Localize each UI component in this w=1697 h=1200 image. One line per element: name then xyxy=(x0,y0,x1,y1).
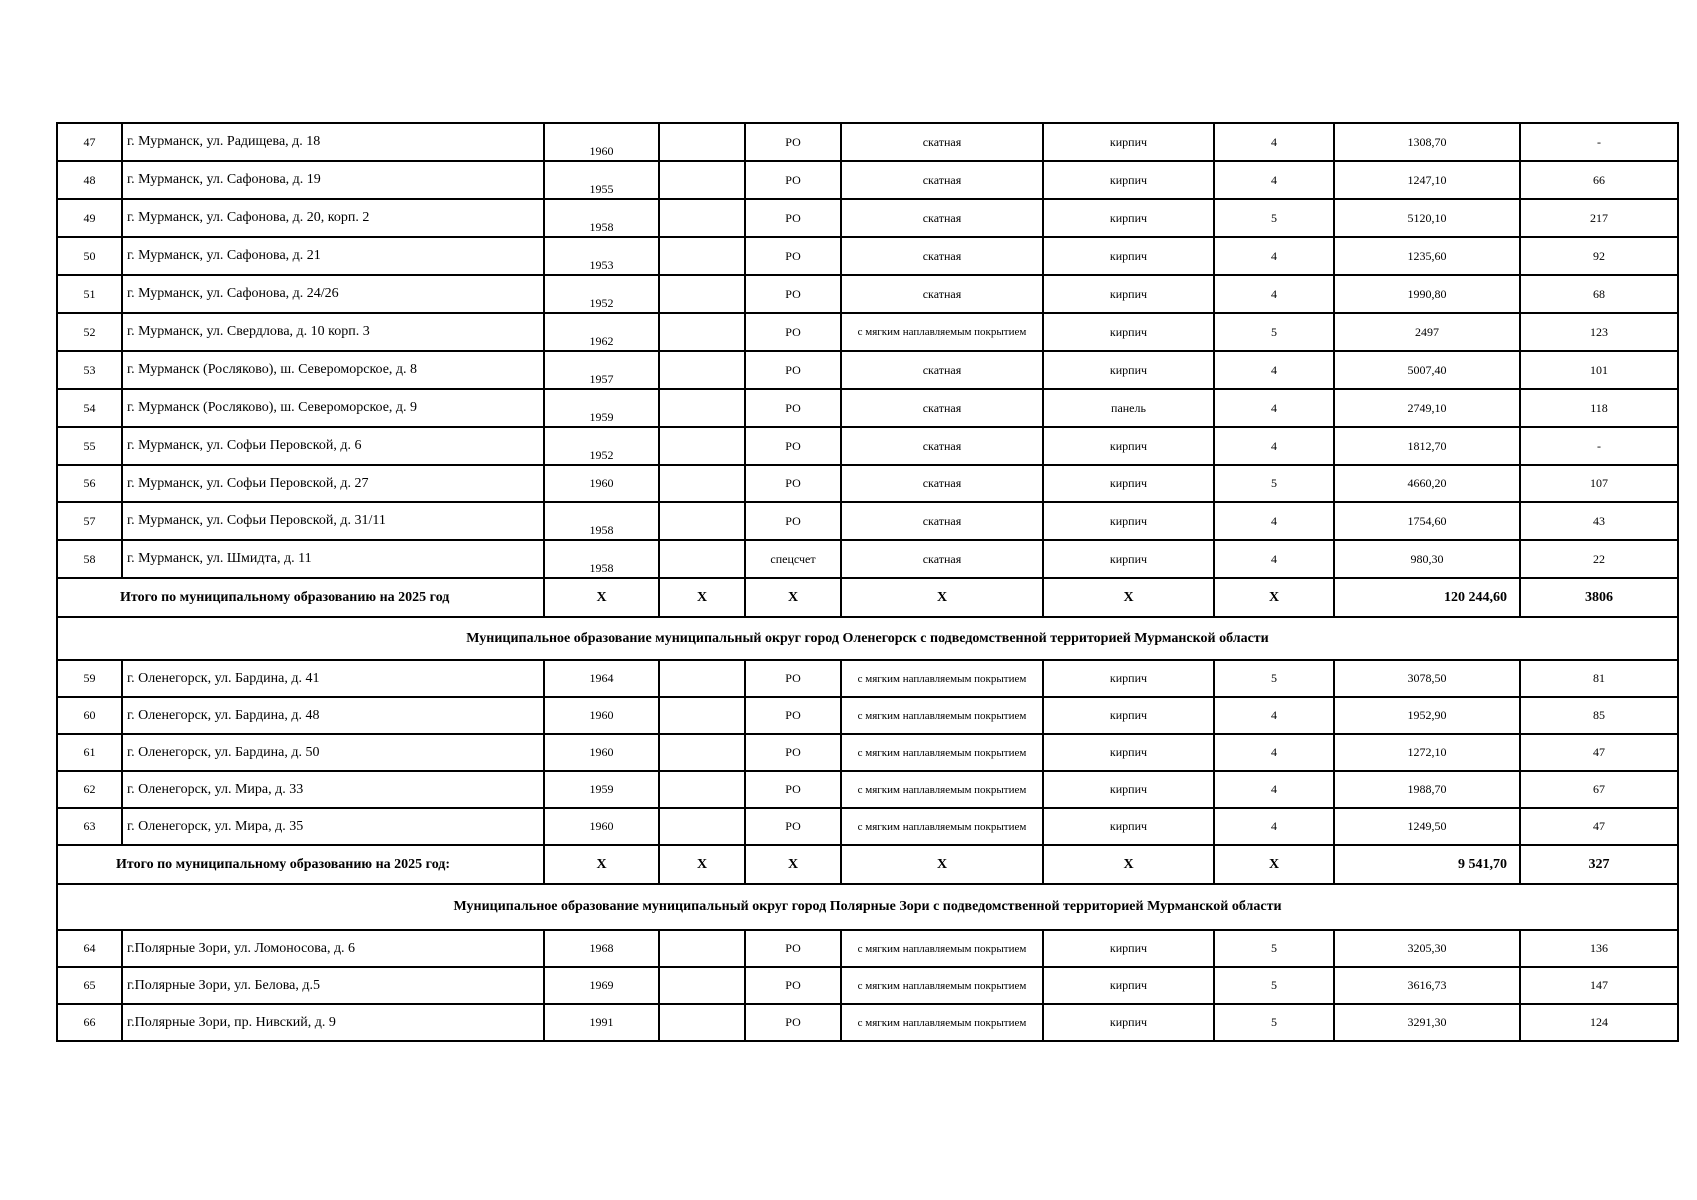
year-cell: 1958 xyxy=(544,199,659,237)
total-area: 9 541,70 xyxy=(1334,845,1520,884)
floors-cell: 4 xyxy=(1214,161,1334,199)
total-residents: 3806 xyxy=(1520,578,1678,617)
area-cell: 1308,70 xyxy=(1334,123,1520,161)
table-row xyxy=(57,465,1678,502)
wall-material-cell: кирпич xyxy=(1043,275,1214,313)
floors-cell: 5 xyxy=(1214,465,1334,502)
year-cell: 1959 xyxy=(544,771,659,808)
area-cell: 5120,10 xyxy=(1334,199,1520,237)
residents-cell: 85 xyxy=(1520,697,1678,734)
table-row xyxy=(57,351,1678,389)
table-row xyxy=(57,697,1678,734)
year-cell: 1960 xyxy=(544,123,659,161)
area-cell: 3291,30 xyxy=(1334,1004,1520,1041)
account-cell: спецсчет xyxy=(745,540,841,578)
year-cell: 1960 xyxy=(544,734,659,771)
row-number: 53 xyxy=(57,351,122,389)
address-cell: г. Оленегорск, ул. Бардина, д. 41 xyxy=(122,660,544,697)
wall-material-cell: кирпич xyxy=(1043,930,1214,967)
roof-type-cell: скатная xyxy=(841,465,1043,502)
roof-type-cell: скатная xyxy=(841,502,1043,540)
address-cell: г. Мурманск, ул. Свердлова, д. 10 корп. 3 xyxy=(122,313,544,351)
row-number: 63 xyxy=(57,808,122,845)
floors-cell: 4 xyxy=(1214,808,1334,845)
empty-cell xyxy=(659,771,745,808)
floors-cell: 5 xyxy=(1214,199,1334,237)
empty-cell xyxy=(659,660,745,697)
floors-cell: 4 xyxy=(1214,123,1334,161)
wall-material-cell: панель xyxy=(1043,389,1214,427)
table-row xyxy=(57,930,1678,967)
account-cell: РО xyxy=(745,930,841,967)
empty-cell xyxy=(659,967,745,1004)
residents-cell: 81 xyxy=(1520,660,1678,697)
empty-cell xyxy=(659,351,745,389)
total-label: Итого по муниципальному образованию на 2025 год: xyxy=(57,845,544,884)
roof-type-cell: с мягким наплавляемым покрытием xyxy=(841,930,1043,967)
year-cell: 1957 xyxy=(544,351,659,389)
address-cell: г. Оленегорск, ул. Бардина, д. 48 xyxy=(122,697,544,734)
empty-cell xyxy=(659,1004,745,1041)
account-cell: РО xyxy=(745,660,841,697)
floors-cell: 4 xyxy=(1214,237,1334,275)
area-cell: 1247,10 xyxy=(1334,161,1520,199)
year-cell: 1952 xyxy=(544,427,659,465)
table-row xyxy=(57,540,1678,578)
account-cell: РО xyxy=(745,771,841,808)
empty-cell xyxy=(659,389,745,427)
residents-cell: 68 xyxy=(1520,275,1678,313)
address-cell: г.Полярные Зори, ул. Белова, д.5 xyxy=(122,967,544,1004)
municipality-heading: Муниципальное образование муниципальный округ город Полярные Зори с подведомственной территорией Мурманской области xyxy=(57,884,1678,930)
address-cell: г. Мурманск, ул. Сафонова, д. 20, корп. 2 xyxy=(122,199,544,237)
residents-cell: - xyxy=(1520,123,1678,161)
floors-cell: 4 xyxy=(1214,540,1334,578)
row-number: 52 xyxy=(57,313,122,351)
floors-cell: 5 xyxy=(1214,930,1334,967)
area-cell: 1272,10 xyxy=(1334,734,1520,771)
roof-type-cell: скатная xyxy=(841,427,1043,465)
account-cell: РО xyxy=(745,351,841,389)
address-cell: г. Оленегорск, ул. Мира, д. 33 xyxy=(122,771,544,808)
floors-cell: 4 xyxy=(1214,275,1334,313)
empty-cell xyxy=(659,465,745,502)
municipality-heading-row xyxy=(57,617,1678,660)
total-x-mark: X xyxy=(1043,845,1214,884)
roof-type-cell: с мягким наплавляемым покрытием xyxy=(841,808,1043,845)
floors-cell: 5 xyxy=(1214,660,1334,697)
row-number: 61 xyxy=(57,734,122,771)
year-cell: 1960 xyxy=(544,697,659,734)
empty-cell xyxy=(659,808,745,845)
wall-material-cell: кирпич xyxy=(1043,123,1214,161)
floors-cell: 4 xyxy=(1214,771,1334,808)
row-number: 62 xyxy=(57,771,122,808)
area-cell: 1990,80 xyxy=(1334,275,1520,313)
floors-cell: 4 xyxy=(1214,697,1334,734)
total-x-mark: X xyxy=(745,845,841,884)
total-x-mark: X xyxy=(1043,578,1214,617)
wall-material-cell: кирпич xyxy=(1043,313,1214,351)
empty-cell xyxy=(659,275,745,313)
table-row xyxy=(57,967,1678,1004)
table-row xyxy=(57,237,1678,275)
wall-material-cell: кирпич xyxy=(1043,967,1214,1004)
row-number: 59 xyxy=(57,660,122,697)
address-cell: г. Мурманск, ул. Радищева, д. 18 xyxy=(122,123,544,161)
wall-material-cell: кирпич xyxy=(1043,808,1214,845)
account-cell: РО xyxy=(745,389,841,427)
table-row xyxy=(57,660,1678,697)
roof-type-cell: с мягким наплавляемым покрытием xyxy=(841,734,1043,771)
residents-cell: 47 xyxy=(1520,808,1678,845)
wall-material-cell: кирпич xyxy=(1043,1004,1214,1041)
wall-material-cell: кирпич xyxy=(1043,237,1214,275)
wall-material-cell: кирпич xyxy=(1043,660,1214,697)
account-cell: РО xyxy=(745,1004,841,1041)
total-x-mark: X xyxy=(745,578,841,617)
floors-cell: 5 xyxy=(1214,967,1334,1004)
total-x-mark: X xyxy=(1214,578,1334,617)
area-cell: 1952,90 xyxy=(1334,697,1520,734)
residents-cell: 147 xyxy=(1520,967,1678,1004)
row-number: 55 xyxy=(57,427,122,465)
floors-cell: 4 xyxy=(1214,502,1334,540)
row-number: 47 xyxy=(57,123,122,161)
account-cell: РО xyxy=(745,808,841,845)
floors-cell: 5 xyxy=(1214,1004,1334,1041)
year-cell: 1958 xyxy=(544,540,659,578)
residents-cell: 217 xyxy=(1520,199,1678,237)
total-x-mark: X xyxy=(841,578,1043,617)
year-cell: 1959 xyxy=(544,389,659,427)
table-body xyxy=(57,123,1678,1041)
residents-cell: 107 xyxy=(1520,465,1678,502)
empty-cell xyxy=(659,930,745,967)
row-number: 48 xyxy=(57,161,122,199)
residents-cell: 43 xyxy=(1520,502,1678,540)
wall-material-cell: кирпич xyxy=(1043,502,1214,540)
address-cell: г. Оленегорск, ул. Бардина, д. 50 xyxy=(122,734,544,771)
wall-material-cell: кирпич xyxy=(1043,351,1214,389)
table-row xyxy=(57,502,1678,540)
address-cell: г. Мурманск, ул. Софьи Перовской, д. 31/11 xyxy=(122,502,544,540)
wall-material-cell: кирпич xyxy=(1043,465,1214,502)
wall-material-cell: кирпич xyxy=(1043,161,1214,199)
empty-cell xyxy=(659,199,745,237)
floors-cell: 4 xyxy=(1214,351,1334,389)
empty-cell xyxy=(659,123,745,161)
roof-type-cell: с мягким наплавляемым покрытием xyxy=(841,967,1043,1004)
floors-cell: 4 xyxy=(1214,734,1334,771)
empty-cell xyxy=(659,313,745,351)
roof-type-cell: скатная xyxy=(841,540,1043,578)
total-x-mark: X xyxy=(659,578,745,617)
table-row xyxy=(57,1004,1678,1041)
residents-cell: - xyxy=(1520,427,1678,465)
row-number: 65 xyxy=(57,967,122,1004)
row-number: 56 xyxy=(57,465,122,502)
housing-register-table xyxy=(56,122,1679,1042)
area-cell: 4660,20 xyxy=(1334,465,1520,502)
municipality-heading-row xyxy=(57,884,1678,930)
year-cell: 1991 xyxy=(544,1004,659,1041)
floors-cell: 4 xyxy=(1214,427,1334,465)
municipality-heading: Муниципальное образование муниципальный округ город Оленегорск с подведомственной территорией Мурманской области xyxy=(57,617,1678,660)
roof-type-cell: скатная xyxy=(841,275,1043,313)
row-number: 57 xyxy=(57,502,122,540)
empty-cell xyxy=(659,734,745,771)
total-x-mark: X xyxy=(1214,845,1334,884)
empty-cell xyxy=(659,161,745,199)
roof-type-cell: с мягким наплавляемым покрытием xyxy=(841,771,1043,808)
roof-type-cell: скатная xyxy=(841,161,1043,199)
floors-cell: 4 xyxy=(1214,389,1334,427)
total-residents: 327 xyxy=(1520,845,1678,884)
table-row xyxy=(57,123,1678,161)
roof-type-cell: с мягким наплавляемым покрытием xyxy=(841,660,1043,697)
roof-type-cell: с мягким наплавляемым покрытием xyxy=(841,1004,1043,1041)
empty-cell xyxy=(659,237,745,275)
row-number: 51 xyxy=(57,275,122,313)
area-cell: 5007,40 xyxy=(1334,351,1520,389)
total-x-mark: X xyxy=(659,845,745,884)
account-cell: РО xyxy=(745,275,841,313)
year-cell: 1969 xyxy=(544,967,659,1004)
area-cell: 1754,60 xyxy=(1334,502,1520,540)
address-cell: г. Мурманск (Росляково), ш. Североморское, д. 9 xyxy=(122,389,544,427)
roof-type-cell: с мягким наплавляемым покрытием xyxy=(841,313,1043,351)
area-cell: 1235,60 xyxy=(1334,237,1520,275)
roof-type-cell: скатная xyxy=(841,199,1043,237)
roof-type-cell: с мягким наплавляемым покрытием xyxy=(841,697,1043,734)
year-cell: 1968 xyxy=(544,930,659,967)
area-cell: 3205,30 xyxy=(1334,930,1520,967)
empty-cell xyxy=(659,502,745,540)
floors-cell: 5 xyxy=(1214,313,1334,351)
year-cell: 1955 xyxy=(544,161,659,199)
roof-type-cell: скатная xyxy=(841,123,1043,161)
area-cell: 980,30 xyxy=(1334,540,1520,578)
address-cell: г. Мурманск, ул. Шмидта, д. 11 xyxy=(122,540,544,578)
table-row xyxy=(57,427,1678,465)
table-row xyxy=(57,199,1678,237)
account-cell: РО xyxy=(745,237,841,275)
roof-type-cell: скатная xyxy=(841,237,1043,275)
account-cell: РО xyxy=(745,313,841,351)
wall-material-cell: кирпич xyxy=(1043,199,1214,237)
wall-material-cell: кирпич xyxy=(1043,427,1214,465)
table-row xyxy=(57,808,1678,845)
empty-cell xyxy=(659,540,745,578)
row-number: 58 xyxy=(57,540,122,578)
year-cell: 1953 xyxy=(544,237,659,275)
total-row xyxy=(57,578,1678,617)
table-row xyxy=(57,275,1678,313)
wall-material-cell: кирпич xyxy=(1043,540,1214,578)
address-cell: г. Мурманск, ул. Софьи Перовской, д. 6 xyxy=(122,427,544,465)
residents-cell: 47 xyxy=(1520,734,1678,771)
year-cell: 1952 xyxy=(544,275,659,313)
residents-cell: 67 xyxy=(1520,771,1678,808)
year-cell: 1958 xyxy=(544,502,659,540)
residents-cell: 118 xyxy=(1520,389,1678,427)
row-number: 64 xyxy=(57,930,122,967)
address-cell: г. Мурманск, ул. Сафонова, д. 21 xyxy=(122,237,544,275)
total-x-mark: X xyxy=(544,578,659,617)
area-cell: 1988,70 xyxy=(1334,771,1520,808)
address-cell: г. Мурманск, ул. Сафонова, д. 24/26 xyxy=(122,275,544,313)
area-cell: 3616,73 xyxy=(1334,967,1520,1004)
address-cell: г. Мурманск, ул. Сафонова, д. 19 xyxy=(122,161,544,199)
residents-cell: 136 xyxy=(1520,930,1678,967)
residents-cell: 92 xyxy=(1520,237,1678,275)
row-number: 49 xyxy=(57,199,122,237)
account-cell: РО xyxy=(745,161,841,199)
table-row xyxy=(57,734,1678,771)
year-cell: 1960 xyxy=(544,808,659,845)
row-number: 54 xyxy=(57,389,122,427)
area-cell: 2497 xyxy=(1334,313,1520,351)
roof-type-cell: скатная xyxy=(841,351,1043,389)
total-area: 120 244,60 xyxy=(1334,578,1520,617)
account-cell: РО xyxy=(745,123,841,161)
address-cell: г. Оленегорск, ул. Мира, д. 35 xyxy=(122,808,544,845)
account-cell: РО xyxy=(745,734,841,771)
wall-material-cell: кирпич xyxy=(1043,697,1214,734)
empty-cell xyxy=(659,427,745,465)
table-row xyxy=(57,389,1678,427)
residents-cell: 123 xyxy=(1520,313,1678,351)
roof-type-cell: скатная xyxy=(841,389,1043,427)
table-row xyxy=(57,313,1678,351)
residents-cell: 22 xyxy=(1520,540,1678,578)
area-cell: 1812,70 xyxy=(1334,427,1520,465)
year-cell: 1962 xyxy=(544,313,659,351)
area-cell: 3078,50 xyxy=(1334,660,1520,697)
account-cell: РО xyxy=(745,967,841,1004)
residents-cell: 66 xyxy=(1520,161,1678,199)
total-x-mark: X xyxy=(841,845,1043,884)
table-row xyxy=(57,161,1678,199)
year-cell: 1964 xyxy=(544,660,659,697)
wall-material-cell: кирпич xyxy=(1043,734,1214,771)
address-cell: г. Мурманск (Росляково), ш. Североморское, д. 8 xyxy=(122,351,544,389)
account-cell: РО xyxy=(745,697,841,734)
address-cell: г. Мурманск, ул. Софьи Перовской, д. 27 xyxy=(122,465,544,502)
empty-cell xyxy=(659,697,745,734)
wall-material-cell: кирпич xyxy=(1043,771,1214,808)
address-cell: г.Полярные Зори, ул. Ломоносова, д. 6 xyxy=(122,930,544,967)
residents-cell: 101 xyxy=(1520,351,1678,389)
area-cell: 1249,50 xyxy=(1334,808,1520,845)
row-number: 50 xyxy=(57,237,122,275)
total-label: Итого по муниципальному образованию на 2025 год xyxy=(57,578,544,617)
account-cell: РО xyxy=(745,199,841,237)
table-row xyxy=(57,771,1678,808)
total-row xyxy=(57,845,1678,884)
address-cell: г.Полярные Зори, пр. Нивский, д. 9 xyxy=(122,1004,544,1041)
account-cell: РО xyxy=(745,427,841,465)
year-cell: 1960 xyxy=(544,465,659,502)
area-cell: 2749,10 xyxy=(1334,389,1520,427)
account-cell: РО xyxy=(745,502,841,540)
residents-cell: 124 xyxy=(1520,1004,1678,1041)
total-x-mark: X xyxy=(544,845,659,884)
row-number: 60 xyxy=(57,697,122,734)
row-number: 66 xyxy=(57,1004,122,1041)
account-cell: РО xyxy=(745,465,841,502)
